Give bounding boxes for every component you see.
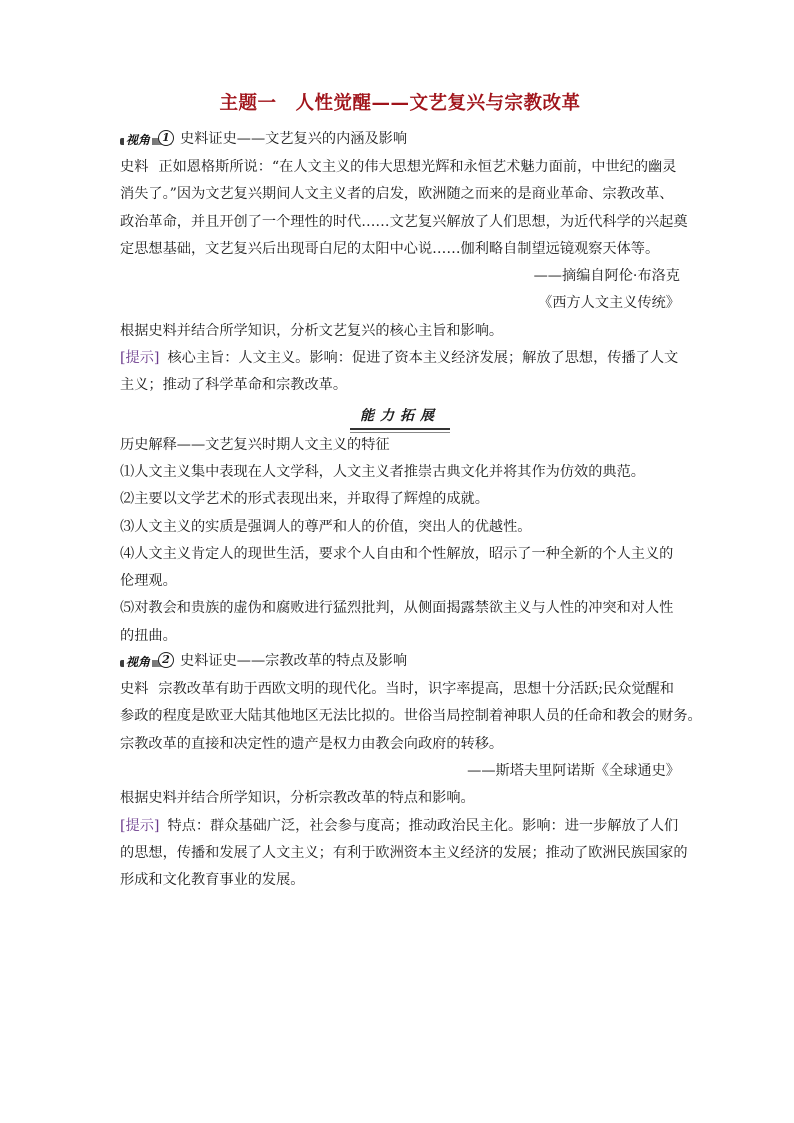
angle-1-answer-line bbox=[120, 345, 680, 372]
ability-badge bbox=[350, 406, 450, 426]
hint-label: [提示] bbox=[120, 350, 160, 367]
angle-1-answer-line: 主义；推动了科学革命和宗教改革。 bbox=[120, 377, 348, 394]
angle-1-source-line bbox=[120, 154, 680, 181]
page-title: 主题一 人性觉醒——文艺复兴与宗教改革 bbox=[219, 93, 581, 114]
ability-item: ⑸对教会和贵族的虚伪和腐败进行猛烈批判，从侧面揭露禁欲主义与人性的冲突和对人性 bbox=[120, 600, 674, 617]
angle-1-badge bbox=[120, 131, 172, 147]
angle-2-question: 根据史料并结合所学知识，分析宗教改革的特点和影响。 bbox=[120, 790, 475, 807]
ability-heading: 历史解释——文艺复兴时期人文主义的特征 bbox=[120, 436, 390, 453]
angle-2-heading: 史料证史——宗教改革的特点及影响 bbox=[180, 653, 408, 670]
source-label: 史料 bbox=[120, 159, 149, 175]
badge-text: 视角 bbox=[124, 651, 152, 673]
angle-2-source-line bbox=[120, 676, 680, 703]
hint-label: [提示] bbox=[120, 817, 160, 834]
source-text: 宗教改革有助于西欧文明的现代化。当时，识字率提高，思想十分活跃;民众觉醒和 bbox=[158, 681, 674, 698]
ability-underline bbox=[350, 428, 450, 430]
source-text: 正如恩格斯所说：“在人文主义的伟大思想光辉和永恒艺术魅力面前，中世纪的幽灵 bbox=[158, 159, 677, 175]
badge-number: 1 bbox=[158, 130, 174, 146]
answer-text: 核心主旨：人文主义。影响：促进了资本主义经济发展；解放了思想，传播了人文 bbox=[167, 350, 679, 367]
ability-section-header bbox=[120, 406, 680, 426]
badge-text: 视角 bbox=[124, 129, 152, 151]
ability-item: ⑶人文主义的实质是强调人的尊严和人的价值，突出人的优越性。 bbox=[120, 518, 532, 535]
angle-1-heading: 史料证史——文艺复兴的内涵及影响 bbox=[180, 131, 408, 147]
ability-item: 伦理观。 bbox=[120, 573, 177, 590]
angle-2-source-line: 参政的程度是欧亚大陆其他地区无法比拟的。世俗当局控制着神职人员的任命和教会的财务。 bbox=[120, 708, 702, 725]
document-page bbox=[120, 92, 702, 894]
angle-2-source-line: 宗教改革的直接和决定性的遗产是权力由教会向政府的转移。 bbox=[120, 735, 504, 752]
angle-1-question: 根据史料并结合所学知识，分析文艺复兴的核心主旨和影响。 bbox=[120, 322, 504, 339]
ability-item: ⑴人文主义集中表现在人文学科，人文主义者推崇古典文化并将其作为仿效的典范。 bbox=[120, 463, 645, 480]
angle-1-heading-row bbox=[120, 128, 680, 150]
angle-2-citation: ——斯塔夫里阿诺斯《全球通史》 bbox=[467, 762, 680, 779]
angle-1-source-line: 政治革命，并且开创了一个理性的时代……文艺复兴解放了人们思想，为近代科学的兴起奠 bbox=[120, 213, 688, 230]
ability-item: ⑷人文主义肯定人的现世生活，要求个人自由和个性解放，昭示了一种全新的个人主义的 bbox=[120, 545, 674, 562]
source-label: 史料 bbox=[120, 681, 149, 698]
ability-label: 能力拓展 bbox=[360, 407, 440, 424]
angle-2-answer-line: 的思想，传播和发展了人文主义；有利于欧洲资本主义经济的发展；推动了欧洲民族国家的 bbox=[120, 844, 688, 861]
angle-2-heading-row bbox=[120, 650, 680, 672]
angle-1-citation-author: ——摘编自阿伦·布洛克 bbox=[533, 268, 680, 285]
ability-item: 的扭曲。 bbox=[120, 627, 177, 644]
ability-underline-thin bbox=[350, 432, 450, 433]
angle-1-source-line: 定思想基础，文艺复兴后出现哥白尼的太阳中心说……伽利略自制望远镜观察天体等。 bbox=[120, 240, 660, 257]
angle-1-source-line: 消失了。”因为文艺复兴期间人文主义者的启发，欧洲随之而来的是商业革命、宗教改革、 bbox=[120, 186, 674, 203]
angle-2-badge bbox=[120, 653, 172, 669]
answer-text: 特点：群众基础广泛，社会参与度高；推动政治民主化。影响：进一步解放了人们 bbox=[167, 817, 679, 834]
ability-item: ⑵主要以文学艺术的形式表现出来，并取得了辉煌的成就。 bbox=[120, 491, 489, 508]
badge-number: 2 bbox=[158, 652, 174, 668]
angle-1-citation-book: 《西方人文主义传统》 bbox=[538, 295, 680, 312]
angle-2-answer-line: 形成和文化教育事业的发展。 bbox=[120, 872, 305, 889]
angle-2-answer-line bbox=[120, 813, 680, 840]
